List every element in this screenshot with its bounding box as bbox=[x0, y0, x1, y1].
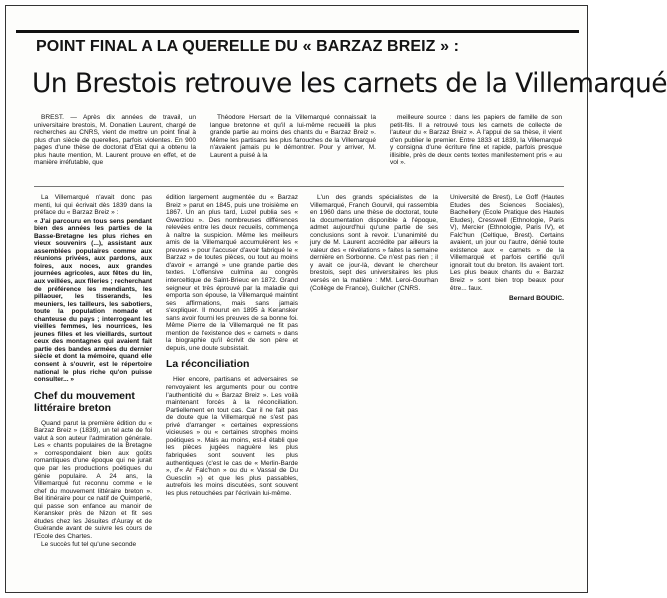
body-column-3 bbox=[310, 194, 438, 293]
section-divider bbox=[34, 186, 564, 187]
lead-paragraph: Théodore Hersart de la Villemarqué connaissait la langue bretonne et qu'il a lui-même recueilli la plus grande partie au moins des chants du « Barzaz Breiz ». Même les partisans les plus farouches de la Villemarqué n'avaient jamais pu le démontrer. Pour y arriver, M. Laurent a puisé à la bbox=[210, 114, 376, 159]
body-paragraph: édition largement augmentée du « Barzaz Breiz » parut en 1845, puis une troisième en 1867. Un an plus tard, Luzel publia ses « Gwerziou ». Des nombreuses différences relevées entre les deux recueils, commença à naître la suspicion. Même les meilleurs amis de la Villemarqué accumulèrent les « preuves » pour l'accuser d'avoir fabriqué le « Barzaz » de toutes pièces, ou tout au moins d'avoir « arrangé » une grande partie des textes. L'offensive culmina au congrès interceltique de Saint-Brieuc en 1872. Grand seigneur et très éprouvé par la maladie qui emporta son épouse, la Villemarqué maintint ses affirmations, mais sans jamais s'expliquer. Il mourut en 1895 à Keransker sans avoir fourni les preuves de sa bonne foi. Même Pierre de la Villemarqué ne fit pas mention de l'existence des « carnets » dans la biographie qu'il écrivit de son père et depuis, une doute subsistait. bbox=[166, 194, 298, 352]
body-paragraph: Le succès fut tel qu'une seconde bbox=[41, 541, 137, 549]
subheading: La réconciliation bbox=[166, 358, 250, 371]
body-column-4 bbox=[450, 194, 564, 303]
kicker: POINT FINAL A LA QUERELLE DU « BARZAZ BREIZ » : bbox=[36, 38, 460, 55]
newspaper-clipping bbox=[5, 5, 667, 593]
body-paragraph: Hier encore, partisans et adversaires se renvoyaient les arguments pour ou contre l'authenticité du « Barzaz Breiz ». Les voilà maintenant forcés à la réconciliation. Partiellement en tout cas. Car il ne fait pas de doute que la Villemarqué ne s'est pas privé d'arranger « certaines expressions vicieuses » ou « certaines strophes moins poétiques ». Mais au moins, est-il établi que les pièces jugées naguère les plus fabriquées sont souvent les plus authentiques (c'est le cas de « Merlin-Barde », d'« Ar Falc'hon » ou du « Vassal de Du Guesclin ») et que les plus passables, autrefois les moins discutées, sont souvent les plus retouchées par l'écrivain lui-même. bbox=[166, 376, 298, 497]
lead-column-2 bbox=[210, 114, 376, 160]
lead-paragraph: meilleure source : dans les papiers de famille de son petit-fils. Il a retrouvé tous les carnets de collecte de l'auteur du « Barzaz Breiz ». A l'appui de sa thèse, il vient d'en publier le premier. Entre 1833 et 1839, la Villemarqué y consigna d'une écriture fine et rapide, parfois presque illisible, près de deux cents textes manifestement pris « au vol ». bbox=[390, 114, 562, 167]
body-paragraph: Université de Brest), Le Goff (Hautes Etudes des Sciences Sociales), Bachellery (Ecole Pratique des Hautes Etudes), Cresswell (Ethnologie, Paris V), Mercier (Ethnologie, Paris IV), et Falc'hun (Celtique, Brest). Certains avaient, un jour ou l'autre, dénié toute existence aux « carnets » de la Villemarqué et parfois certifié qu'il ignorait tout du breton. Ils avaient tort. Les plus beaux chants du « Barzaz Breiz » sont bien trop beaux pour être... faux. bbox=[450, 194, 564, 292]
body-column-2 bbox=[166, 194, 298, 498]
author-signature: Bernard BOUDIC. bbox=[509, 295, 564, 303]
lead-paragraph: BREST. — Après dix années de travail, un universitaire brestois, M. Donatien Laurent, chargé de recherches au CNRS, vient de mettre un point final à plus d'un siècle de querelles, parfois violentes. En 900 pages d'une thèse de doctorat d'Etat qui a obtenu la plus haute mention, M. Laurent prouve en effet, et de manière irréfutable, que bbox=[34, 114, 196, 167]
top-rule bbox=[16, 30, 579, 33]
lead-column-1 bbox=[34, 114, 196, 168]
body-paragraph: Quand parut la première édition du « Barzaz Breiz » (1839), un tel acte de foi valut à son auteur l'admiration générale. Les « chants populaires de la Bretagne » correspondaient bien aux goûts romantiques d'une époque qui ne jurait que par les productions poétiques du génie populaire. A 24 ans, la Villemarqué fut reconnu comme « le chef du mouvement littéraire breton ». Bel itinéraire pour ce natif de Quimperlé, qui passe son enfance au manoir de Keransker près de Nizon et fit ses études chez les Jésuites d'Auray et de Guérande avant de suivre les cours de l'Ecole des Chartes. bbox=[34, 419, 152, 540]
headline: Un Brestois retrouve les carnets de la Villemarqué bbox=[32, 68, 667, 99]
body-paragraph: La Villemarqué n'avait donc pas menti, lui qui écrivait dès 1839 dans la préface du « Barzaz Breiz » : bbox=[34, 194, 152, 217]
preface-quote: « J'ai parcouru en tous sens pendant bien des années les parties de la Basse-Bretagne les plus riches en vieux souvenirs (...), assistant aux assemblées populaires comme aux réunions privées, aux pardons, aux foires, aux noces, aux grandes journées agricoles, aux fêtes du lin, aux veillées, aux fileries ; recherchant de préférence les mendiants, les pillaouer, les tisserands, les meuniers, les tailleurs, les sabotiers, toute la population nomade et chanteuse du pays ; interrogeant les vieilles femmes, les nourrices, les jeunes filles et les vieillards, surtout ceux des montagnes qui avaient fait partie des bandes armées du dernier siècle et dont la mémoire, quand elle consent à s'ouvrir, est le répertoire national le plus riche qu'on puisse consulter... » bbox=[34, 217, 152, 384]
body-column-1 bbox=[34, 194, 152, 550]
lead-column-3 bbox=[390, 114, 562, 168]
subheading: Chef du mouvement littéraire breton bbox=[34, 389, 135, 414]
body-paragraph: L'un des grands spécialistes de la Villemarqué, Franch Gourvil, qui rassembla en 1960 dans une thèse de doctorat, toute la documentation disponible à l'époque, admet aujourd'hui qu'une partie de ses conclusions sont à revoir. L'unanimité du jury de M. Laurent accrédite par ailleurs la valeur des « révélations » faites la semaine dernière en Sorbonne. Ce n'est pas rien ; il y avait ce jour-là, devant le chercheur brestois, sept des universitaires les plus versés en la matière : MM. Leroi-Gourhan (Collège de France), Guilcher (CNRS. bbox=[310, 194, 438, 292]
